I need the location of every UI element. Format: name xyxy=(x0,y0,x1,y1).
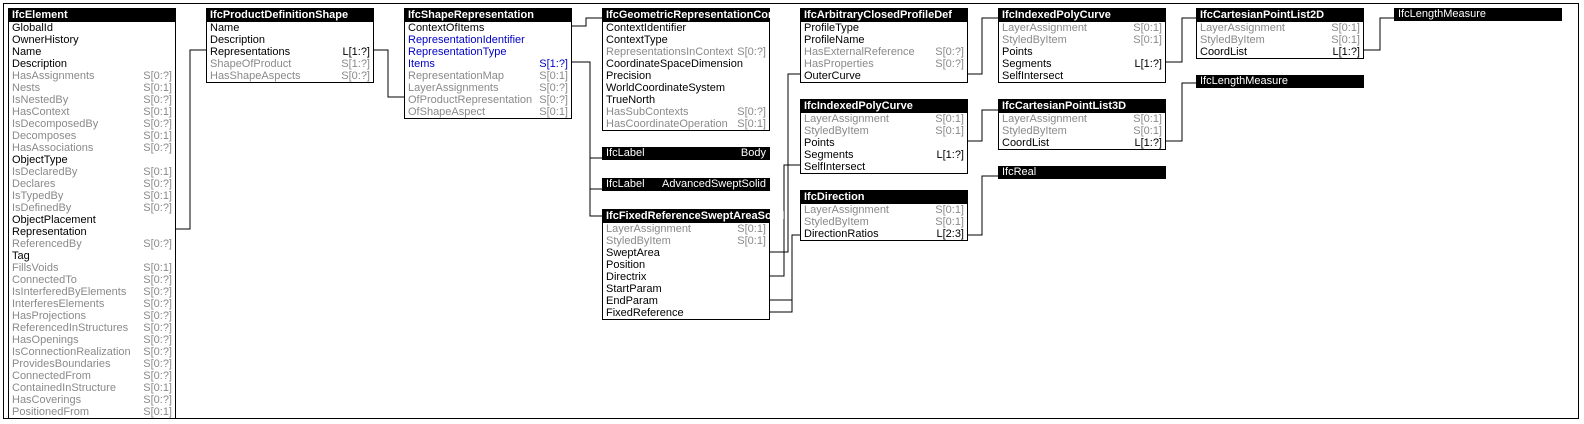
attr-globalid[interactable] xyxy=(9,22,175,34)
attr-cardinality: S[0:1] xyxy=(935,113,964,125)
connector-line xyxy=(1166,83,1196,141)
attr-startparam[interactable] xyxy=(603,283,769,295)
attr-name: RepresentationIdentifier xyxy=(408,34,525,46)
attr-name: Points xyxy=(804,137,835,149)
attr-cardinality: L[1:?] xyxy=(342,46,370,58)
attr-name: CoordinateSpaceDimension xyxy=(606,58,743,70)
type-ifclabel-body[interactable] xyxy=(602,147,770,160)
attr-isdeclaredby[interactable] xyxy=(9,166,175,178)
attr-coordlist[interactable] xyxy=(999,137,1165,149)
attr-name: ContextIdentifier xyxy=(606,22,687,34)
attr-name: ContainedInStructure xyxy=(12,382,116,394)
entity-title[interactable]: IfcCartesianPointList3D xyxy=(999,100,1165,113)
entity-title[interactable]: IfcDirection xyxy=(801,191,967,204)
attr-name: Points xyxy=(1002,46,1033,58)
attr-name: HasCoordinateOperation xyxy=(606,118,728,130)
entity-ifcgeometricrepresentationcontext[interactable] xyxy=(602,8,795,131)
entity-ifcindexedpolycurve[interactable] xyxy=(800,99,968,174)
attr-name: IsInterferedByElements xyxy=(12,286,127,298)
attr-hascoverings[interactable] xyxy=(9,394,175,406)
attr-cardinality: S[0:?] xyxy=(143,358,172,370)
connector-line xyxy=(572,62,602,216)
attr-name: SelfIntersect xyxy=(1002,70,1064,82)
attr-name: SelfIntersect xyxy=(804,161,866,173)
attr-cardinality: S[0:1] xyxy=(539,70,568,82)
attr-styledbyitem[interactable] xyxy=(801,216,967,228)
attr-hascontext[interactable] xyxy=(9,106,175,118)
connector-line xyxy=(374,50,404,97)
attr-name[interactable] xyxy=(9,46,175,58)
attr-name: TrueNorth xyxy=(606,94,656,106)
attr-isdefinedby[interactable] xyxy=(9,202,175,214)
attr-cardinality: S[0:1] xyxy=(935,216,964,228)
attr-layerassignment[interactable] xyxy=(801,204,967,216)
attr-name: RepresentationType xyxy=(408,46,507,58)
attr-name: Declares xyxy=(12,178,56,190)
attr-referencedby[interactable] xyxy=(9,238,175,250)
connector-line xyxy=(572,62,602,158)
attr-cardinality: S[0:1] xyxy=(143,166,172,178)
attr-isdecomposedby[interactable] xyxy=(9,118,175,130)
attr-cardinality: S[0:?] xyxy=(143,322,172,334)
attr-name: ConnectedFrom xyxy=(12,370,91,382)
attr-profiletype[interactable] xyxy=(801,22,967,34)
attr-name: PositionedFrom xyxy=(12,406,90,418)
entity-title[interactable]: IfcCartesianPointList2D xyxy=(1197,9,1363,22)
attr-coordlist[interactable] xyxy=(1197,46,1363,58)
attr-hasassignments[interactable] xyxy=(9,70,175,82)
attr-name: Representations xyxy=(210,46,291,58)
attr-name: StyledByItem xyxy=(804,216,869,228)
attr-istypedby[interactable] xyxy=(9,190,175,202)
attr-name: FillsVoids xyxy=(12,262,59,274)
attr-styledbyitem[interactable] xyxy=(801,125,967,137)
attr-representation[interactable] xyxy=(9,226,175,238)
attr-name: OfShapeAspect xyxy=(408,106,486,118)
attr-name: IsNestedBy xyxy=(12,94,69,106)
type-name: IfcLengthMeasure xyxy=(1398,8,1487,20)
attr-coordinatespacedimension[interactable] xyxy=(603,58,769,70)
attr-name: HasSubContexts xyxy=(606,106,689,118)
attr-layerassignment[interactable] xyxy=(999,22,1165,34)
attr-name: Name xyxy=(210,22,240,34)
attr-name: ObjectType xyxy=(12,154,68,166)
attr-name: StyledByItem xyxy=(1002,125,1067,137)
attr-name: GlobalId xyxy=(12,22,53,34)
attr-name: ConnectedTo xyxy=(12,274,77,286)
attr-contextofitems[interactable] xyxy=(405,22,571,34)
attr-name: HasProperties xyxy=(804,58,874,70)
attr-cardinality: S[0:1] xyxy=(1133,34,1162,46)
entity-ifcshaperepresentation[interactable] xyxy=(404,8,572,119)
attr-hascoordinateoperation[interactable] xyxy=(603,118,769,130)
connector-line xyxy=(572,18,602,26)
type-ifclengthmeasure[interactable] xyxy=(1394,8,1562,21)
attr-cardinality: S[0:?] xyxy=(143,286,172,298)
attr-outercurve[interactable] xyxy=(801,70,967,82)
attr-shapeofproduct[interactable] xyxy=(207,58,373,70)
attr-ofshapeaspect[interactable] xyxy=(405,106,571,118)
type-name: IfcLabel xyxy=(606,178,645,190)
attr-name: Segments xyxy=(804,149,854,161)
attr-name: Description xyxy=(12,58,68,70)
attr-name: EndParam xyxy=(606,295,658,307)
attr-name: HasContext xyxy=(12,106,70,118)
connector-line xyxy=(1166,18,1196,62)
attr-isinterferedbyelements[interactable] xyxy=(9,286,175,298)
entity-ifcdirection[interactable] xyxy=(800,190,968,241)
connector-line xyxy=(968,18,998,74)
attr-name: HasAssignments xyxy=(12,70,95,82)
attr-fillsvoids[interactable] xyxy=(9,262,175,274)
entity-ifcarbitraryclosedprofiledef[interactable] xyxy=(800,8,968,83)
type-name: IfcLengthMeasure xyxy=(1200,75,1289,87)
attr-name: RepresentationMap xyxy=(408,70,505,82)
attr-directrix[interactable] xyxy=(603,271,769,283)
attr-representationidentifier[interactable] xyxy=(405,34,571,46)
attr-name: StyledByItem xyxy=(1002,34,1067,46)
attr-hasexternalreference[interactable] xyxy=(801,46,967,58)
attr-truenorth[interactable] xyxy=(603,94,769,106)
entity-ifcindexedpolycurve[interactable] xyxy=(998,8,1166,83)
attr-cardinality: S[0:1] xyxy=(1133,125,1162,137)
attr-name: StyledByItem xyxy=(804,125,869,137)
attr-selfintersect[interactable] xyxy=(999,70,1165,82)
attr-endparam[interactable] xyxy=(603,295,769,307)
attr-cardinality: S[0:1] xyxy=(1331,22,1360,34)
attr-styledbyitem[interactable] xyxy=(999,34,1165,46)
attr-cardinality: S[0:1] xyxy=(143,82,172,94)
attr-name[interactable] xyxy=(207,22,373,34)
type-name: IfcReal xyxy=(1002,166,1037,178)
attr-cardinality: S[0:?] xyxy=(143,310,172,322)
attr-connectedto[interactable] xyxy=(9,274,175,286)
attr-name: ObjectPlacement xyxy=(12,214,96,226)
attr-contexttype[interactable] xyxy=(603,34,769,46)
attr-cardinality: S[0:1] xyxy=(143,130,172,142)
entity-ifccartesianpointlist3d[interactable] xyxy=(998,99,1166,150)
attr-description[interactable] xyxy=(207,34,373,46)
entity-title[interactable]: IfcFixedReferenceSweptAreaSolid xyxy=(603,210,769,223)
entity-title[interactable]: IfcProductDefinitionShape xyxy=(207,9,373,22)
attr-cardinality: S[0:?] xyxy=(143,334,172,346)
attr-cardinality: S[0:?] xyxy=(143,298,172,310)
entity-title[interactable]: IfcIndexedPolyCurve xyxy=(999,9,1165,22)
connector-line xyxy=(968,110,998,141)
attr-cardinality: S[0:?] xyxy=(935,58,964,70)
entity-title[interactable]: IfcShapeRepresentation xyxy=(405,9,571,22)
attr-name: LayerAssignment xyxy=(1002,22,1087,34)
attr-name: Position xyxy=(606,259,646,271)
attr-cardinality: S[0:?] xyxy=(143,274,172,286)
attr-containedinstructure[interactable] xyxy=(9,382,175,394)
attr-cardinality: S[1:?] xyxy=(539,58,568,70)
entity-title[interactable]: IfcGeometricRepresentationContext xyxy=(603,9,769,22)
attr-name: LayerAssignments xyxy=(408,82,499,94)
attr-name: IsConnectionRealization xyxy=(12,346,131,358)
attr-cardinality: S[0:?] xyxy=(143,346,172,358)
attr-cardinality: S[0:1] xyxy=(143,106,172,118)
attr-cardinality: S[0:?] xyxy=(143,178,172,190)
attr-providesboundaries[interactable] xyxy=(9,358,175,370)
attr-cardinality: S[0:1] xyxy=(935,125,964,137)
entity-ifcfixedreferencesweptareasolid[interactable] xyxy=(602,209,785,320)
type-value: AdvancedSweptSolid xyxy=(662,178,766,190)
attr-cardinality: S[0:?] xyxy=(143,238,172,250)
type-value: Body xyxy=(740,147,766,159)
attr-name: InterferesElements xyxy=(12,298,105,310)
attr-ofproductrepresentation[interactable] xyxy=(405,94,571,106)
attr-name: ProfileName xyxy=(804,34,865,46)
attr-tag[interactable] xyxy=(9,250,175,262)
attr-worldcoordinatesystem[interactable] xyxy=(603,82,769,94)
connector-line xyxy=(968,176,998,235)
attr-cardinality: S[0:1] xyxy=(143,262,172,274)
attr-name: Representation xyxy=(12,226,87,238)
attr-name: ContextType xyxy=(606,34,668,46)
attr-name: StyledByItem xyxy=(1200,34,1265,46)
attr-hasprojections[interactable] xyxy=(9,310,175,322)
attr-styledbyitem[interactable] xyxy=(999,125,1165,137)
attr-name: DirectionRatios xyxy=(804,228,879,240)
attr-cardinality: L[1:?] xyxy=(1134,58,1162,70)
attr-representationtype[interactable] xyxy=(405,46,571,58)
attr-items[interactable] xyxy=(405,58,571,70)
attr-cardinality: S[0:1] xyxy=(539,106,568,118)
attr-name: LayerAssignment xyxy=(606,223,691,235)
attr-name: LayerAssignment xyxy=(1200,22,1285,34)
attr-name: IsDeclaredBy xyxy=(12,166,78,178)
entity-title[interactable]: IfcElement xyxy=(9,9,175,22)
attr-cardinality: S[0:?] xyxy=(143,394,172,406)
attr-name: ProfileType xyxy=(804,22,860,34)
attr-cardinality: S[0:?] xyxy=(935,46,964,58)
attr-cardinality: S[0:?] xyxy=(143,202,172,214)
attr-name: Directrix xyxy=(606,271,647,283)
attr-cardinality: S[0:?] xyxy=(341,70,370,82)
attr-representationmap[interactable] xyxy=(405,70,571,82)
attr-layerassignments[interactable] xyxy=(405,82,571,94)
connector-line xyxy=(176,50,206,229)
attr-cardinality: S[0:1] xyxy=(143,382,172,394)
attr-profilename[interactable] xyxy=(801,34,967,46)
attr-name: Tag xyxy=(12,250,30,262)
attr-name: IsTypedBy xyxy=(12,190,64,202)
connector-line xyxy=(572,62,602,189)
attr-name: Items xyxy=(408,58,435,70)
attr-name: StyledByItem xyxy=(606,235,671,247)
attr-layerassignment[interactable] xyxy=(801,113,967,125)
attr-connectedfrom[interactable] xyxy=(9,370,175,382)
attr-points[interactable] xyxy=(801,137,967,149)
attr-name: SweptArea xyxy=(606,247,660,259)
attr-name: Precision xyxy=(606,70,652,82)
attr-cardinality: S[0:?] xyxy=(143,142,172,154)
connector-line xyxy=(770,235,800,300)
attr-name: ReferencedInStructures xyxy=(12,322,129,334)
attr-name: HasProjections xyxy=(12,310,86,322)
attr-segments[interactable] xyxy=(999,58,1165,70)
attr-name: IsDefinedBy xyxy=(12,202,72,214)
attr-name: RepresentationsInContext xyxy=(606,46,734,58)
attr-cardinality: S[0:1] xyxy=(1133,22,1162,34)
attr-layerassignment[interactable] xyxy=(1197,22,1363,34)
attr-cardinality: S[0:1] xyxy=(737,118,766,130)
attr-name: HasAssociations xyxy=(12,142,94,154)
type-ifclabel-advancedsweptsolid[interactable] xyxy=(602,178,770,191)
attr-name: HasOpenings xyxy=(12,334,79,346)
attr-name: LayerAssignment xyxy=(1002,113,1087,125)
attr-cardinality: S[0:?] xyxy=(143,370,172,382)
attr-name: StartParam xyxy=(606,283,662,295)
connector-line xyxy=(770,74,800,252)
attr-name: IsDecomposedBy xyxy=(12,118,99,130)
attr-cardinality: S[0:?] xyxy=(143,118,172,130)
attr-name: FixedReference xyxy=(606,307,684,319)
attr-points[interactable] xyxy=(999,46,1165,58)
attr-selfintersect[interactable] xyxy=(801,161,967,173)
attr-segments[interactable] xyxy=(801,149,967,161)
attr-description[interactable] xyxy=(9,58,175,70)
attr-referencedinstructures[interactable] xyxy=(9,322,175,334)
entity-ifccartesianpointlist2d[interactable] xyxy=(1196,8,1364,59)
entity-ifcelement[interactable] xyxy=(8,8,176,419)
attr-layerassignment[interactable] xyxy=(999,113,1165,125)
attr-cardinality: S[0:?] xyxy=(143,94,172,106)
attr-name: Description xyxy=(210,34,266,46)
attr-name: HasExternalReference xyxy=(804,46,915,58)
attr-name: LayerAssignment xyxy=(804,204,889,216)
attr-hasproperties[interactable] xyxy=(801,58,967,70)
entity-title[interactable]: IfcArbitraryClosedProfileDef xyxy=(801,9,967,22)
attr-isnestedby[interactable] xyxy=(9,94,175,106)
attr-name: HasCoverings xyxy=(12,394,82,406)
type-name: IfcLabel xyxy=(606,147,645,159)
attr-cardinality: S[0:?] xyxy=(737,46,766,58)
attr-styledbyitem[interactable] xyxy=(603,235,769,247)
attr-cardinality: L[2:3] xyxy=(936,228,964,240)
attr-representationsincontext[interactable] xyxy=(603,46,769,58)
attr-decomposes[interactable] xyxy=(9,130,175,142)
attr-representations[interactable] xyxy=(207,46,373,58)
attr-cardinality: S[0:?] xyxy=(539,82,568,94)
attr-sweptarea[interactable] xyxy=(603,247,769,259)
attr-cardinality: S[0:1] xyxy=(1331,34,1360,46)
attr-fixedreference[interactable] xyxy=(603,307,769,319)
attr-hasshapeaspects[interactable] xyxy=(207,70,373,82)
attr-objectplacement[interactable] xyxy=(9,214,175,226)
type-ifclengthmeasure[interactable] xyxy=(1196,75,1364,88)
attr-name: Segments xyxy=(1002,58,1052,70)
attr-contextidentifier[interactable] xyxy=(603,22,769,34)
attr-isconnectionrealization[interactable] xyxy=(9,346,175,358)
attr-name: OwnerHistory xyxy=(12,34,79,46)
attr-cardinality: S[0:?] xyxy=(143,70,172,82)
attr-cardinality: L[1:?] xyxy=(936,149,964,161)
entity-title[interactable]: IfcIndexedPolyCurve xyxy=(801,100,967,113)
attr-objecttype[interactable] xyxy=(9,154,175,166)
attr-name: Name xyxy=(12,46,42,58)
attr-positionedfrom[interactable] xyxy=(9,406,175,418)
attr-name: Decomposes xyxy=(12,130,77,142)
attr-name: HasShapeAspects xyxy=(210,70,301,82)
entity-ifcproductdefinitionshape[interactable] xyxy=(206,8,374,83)
attr-declares[interactable] xyxy=(9,178,175,190)
attr-cardinality: S[0:1] xyxy=(737,235,766,247)
attr-name: ShapeOfProduct xyxy=(210,58,292,70)
attr-name: ReferencedBy xyxy=(12,238,82,250)
attr-name: OfProductRepresentation xyxy=(408,94,533,106)
connector-line xyxy=(1364,18,1394,50)
attr-styledbyitem[interactable] xyxy=(1197,34,1363,46)
attr-hasassociations[interactable] xyxy=(9,142,175,154)
attr-cardinality: S[0:1] xyxy=(143,190,172,202)
attr-cardinality: S[0:1] xyxy=(935,204,964,216)
attr-precision[interactable] xyxy=(603,70,769,82)
attr-cardinality: S[0:?] xyxy=(737,106,766,118)
attr-name: Nests xyxy=(12,82,41,94)
attr-interfereselements[interactable] xyxy=(9,298,175,310)
attr-hasopenings[interactable] xyxy=(9,334,175,346)
attr-cardinality: S[0:1] xyxy=(143,406,172,418)
attr-name: ProvidesBoundaries xyxy=(12,358,111,370)
attr-cardinality: S[0:1] xyxy=(737,223,766,235)
attr-layerassignment[interactable] xyxy=(603,223,769,235)
attr-name: LayerAssignment xyxy=(804,113,889,125)
attr-cardinality: L[1:?] xyxy=(1134,137,1162,149)
attr-name: CoordList xyxy=(1200,46,1248,58)
attr-directionratios[interactable] xyxy=(801,228,967,240)
attr-nests[interactable] xyxy=(9,82,175,94)
attr-name: ContextOfItems xyxy=(408,22,485,34)
attr-ownerhistory[interactable] xyxy=(9,34,175,46)
attr-cardinality: S[0:1] xyxy=(1133,113,1162,125)
attr-cardinality: S[0:?] xyxy=(539,94,568,106)
attr-cardinality: L[1:?] xyxy=(1332,46,1360,58)
attr-position[interactable] xyxy=(603,259,769,271)
attr-name: WorldCoordinateSystem xyxy=(606,82,726,94)
attr-cardinality: S[1:?] xyxy=(341,58,370,70)
attr-name: OuterCurve xyxy=(804,70,861,82)
type-ifcreal[interactable] xyxy=(998,166,1166,179)
attr-name: CoordList xyxy=(1002,137,1050,149)
attr-hassubcontexts[interactable] xyxy=(603,106,769,118)
